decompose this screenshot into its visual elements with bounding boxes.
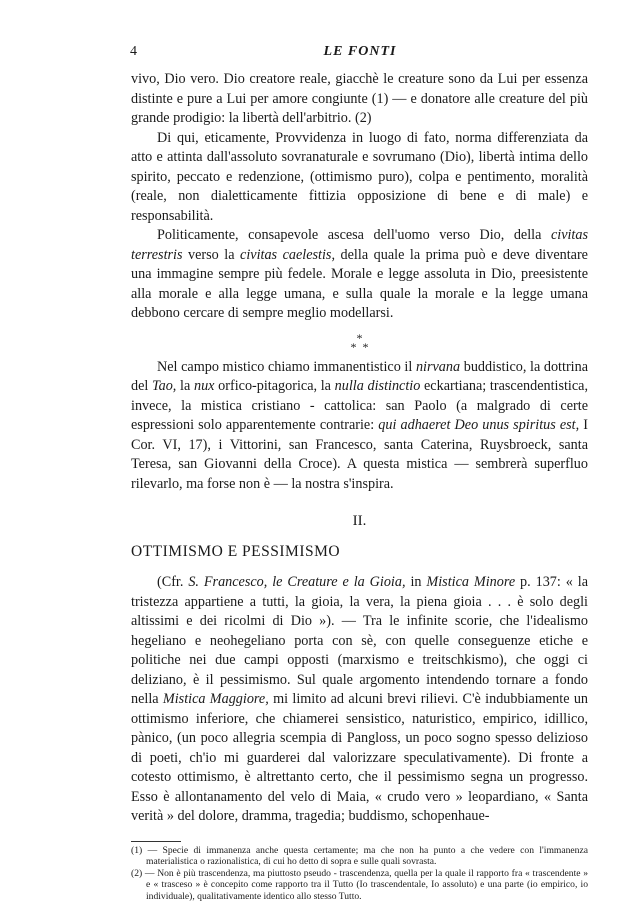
text-run: p. 137: « la tristezza appartiene a tutti, la gioia, la vera, la piena gioia . . . è solo degli altissimi e dei ricolmi di Dio »). — Tra le infinite scorie, che l'idealismo hegeliano e neohegeliano porta con sè, con quelle conseguenze etiche e politiche nei due campi opposti (marxismo e treitschkismo), che oggi ci deliziano, è il pessimismo. Sul quale argomento intendendo tornare a fondo nella	[131, 574, 588, 707]
paragraph-2	[131, 129, 588, 227]
italic-run: civitas terrestris	[131, 227, 588, 263]
text-run: mi limito ad alcuni brevi rilievi. C'è indubbiamente un ottimismo inferiore, che chiamerei sensistico, naturistico, empirico, idillico, pànico, (un poco allegria scempia di Pangloss, un poco sogno spesso delizioso di poeti, ch'io mi guarderei dal valorizzare speculativamente). Di fronte a cotesto ottimismo, è altrettanto certo, che il pessimismo segna un progresso. Esso è allontanamento del velo di Maia, « crudo vero » leopardiano, « Santa verità » del dolore, dramma, tragedia; buddismo, schopenhaue-	[131, 691, 588, 824]
footnotes	[131, 845, 588, 902]
body-text	[131, 70, 588, 902]
italic-run: Mistica Minore	[426, 574, 515, 590]
page-number: 4	[130, 44, 137, 60]
text-run: Di qui, eticamente, Provvidenza in luogo di fato, norma differenziata da atto e attinta dall'assoluto sovranaturale e sovrumano (Dio), libertà intima dello spirito, peccato e redenzione, (ottimismo puro), colpa e pentimento, moralità (reale, non dialetticamente fittizia opposizione di bene e di male) e responsabilità.	[131, 130, 588, 224]
running-title: LE FONTI	[130, 44, 590, 60]
italic-run: S. Francesco, le Creature e la Gioia,	[188, 574, 405, 590]
text-run: Nel campo mistico chiamo immanentistico il	[157, 359, 416, 375]
italic-run: Mistica Maggiore,	[163, 691, 269, 707]
footnote-1: (1) — Specie di immanenza anche questa certamente; ma che non ha punto a che vedere con l'immanenza materialistica o razionalistica, di cui ho detto di sopra e sulle quali sovrasta.	[131, 845, 588, 868]
text-run: Politicamente, consapevole ascesa dell'uomo verso Dio, della	[157, 227, 551, 243]
text-run: verso la	[183, 247, 241, 263]
text-run: buddistico, la dottrina del	[131, 359, 588, 395]
italic-run: nulla distinctio	[335, 378, 421, 394]
text-run: I Cor. VI, 17), i Vittorini, san Francesco, santa Caterina, Ruysbroeck, santa Teresa, san Giovanni della Croce). A questa mistica — sembrerà superfluo rilevarlo, ma forse non è — la nostra s'inspira.	[131, 417, 588, 492]
text-run: orfico-pitagorica, la	[214, 378, 334, 394]
italic-run: nirvana	[416, 359, 460, 375]
footnote-rule	[131, 841, 181, 842]
asterism-separator: * * *	[131, 334, 588, 352]
text-run: (Cfr.	[157, 574, 188, 590]
text-run: in	[406, 574, 427, 590]
paragraph-1	[131, 70, 588, 129]
paragraph-5	[131, 573, 588, 827]
section-number: II.	[131, 512, 588, 532]
italic-run: nux	[194, 378, 215, 394]
section-title: OTTIMISMO E PESSIMISMO	[131, 542, 588, 562]
italic-run: Tao,	[152, 378, 176, 394]
italic-run: civitas caelestis,	[240, 247, 335, 263]
paragraph-3	[131, 226, 588, 324]
text-run: vivo, Dio vero. Dio creatore reale, giacchè le creature sono da Lui per essenza distinte e pure a Lui per amore congiunte (1) — e donatore alle creature del più grande prodigio: la libertà dell'arbitrio. (2)	[131, 71, 588, 126]
page-header	[130, 44, 590, 64]
paragraph-4	[131, 358, 588, 495]
text-run: della quale la prima può e deve diventare una immagine sempre più fedele. Morale e legge assoluta in Dio, preesistente alla morale e alla legge umana, e sulla quale la morale e la legge umana debbono cercare di sempre meglio modellarsi.	[131, 247, 588, 322]
italic-run: qui adhaeret Deo unus spiritus est,	[378, 417, 579, 433]
text-run: la	[176, 378, 194, 394]
text-run: eckartiana; trascendentistica, invece, la mistica cristiano - cattolica: san Paolo (a malgrado di certe espressioni solo apparentemente contrarie:	[131, 378, 588, 433]
footnote-2: (2) — Non è più trascendenza, ma piuttosto pseudo - trascendenza, quella per la quale il rapporto fra « trascendente » e « trasceso » è concepito come rapporto tra il Tutto (Io trascendentale, Io assoluto) e una parte (io empirico, io individuale), qualitativamente identico allo stesso Tutto.	[131, 868, 588, 902]
